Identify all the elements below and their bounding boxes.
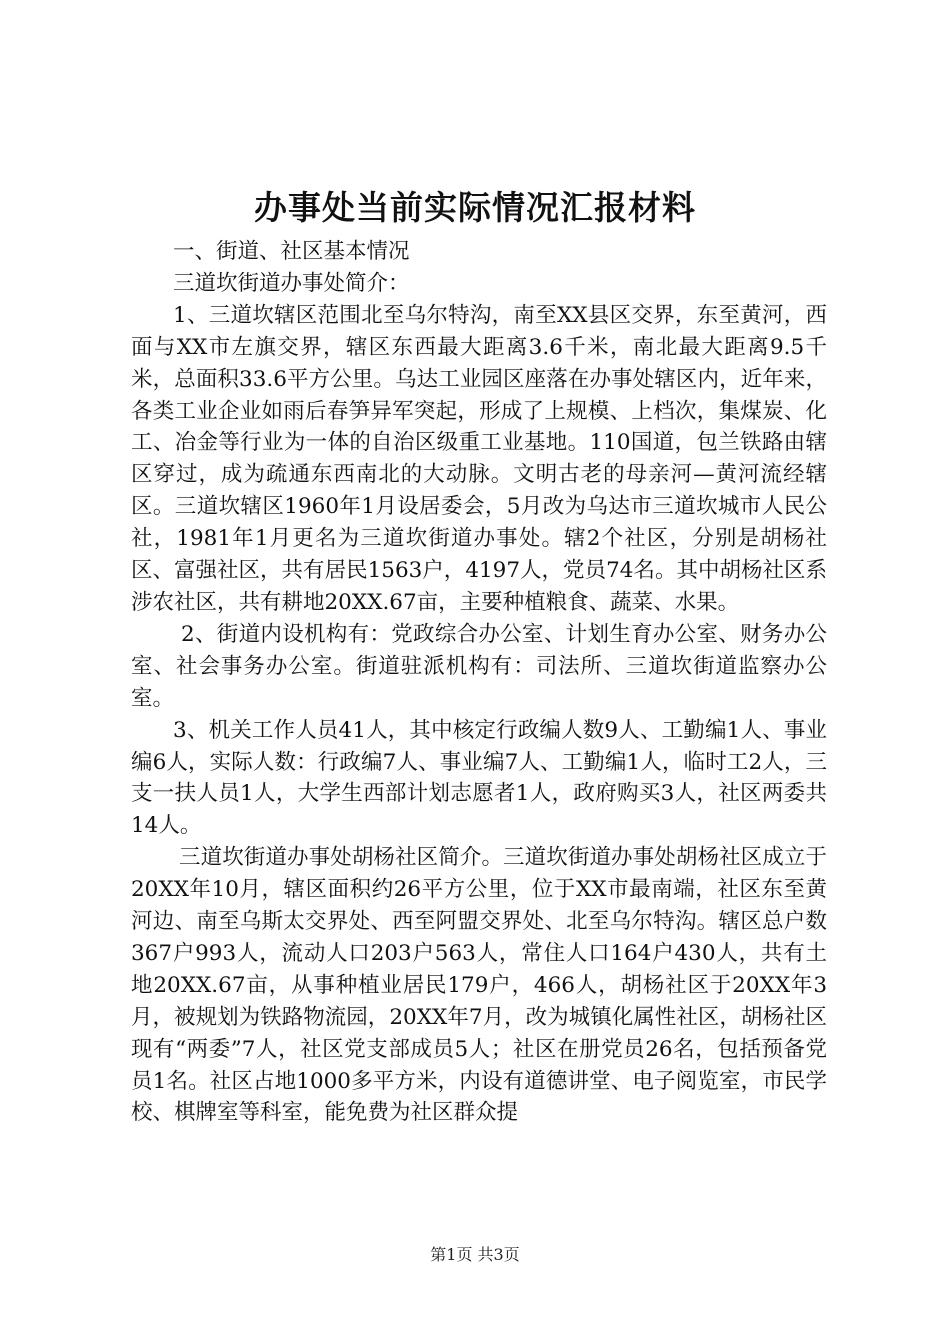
page-number-footer: 第1页 共3页 <box>430 1245 520 1264</box>
paragraph-jurisdiction: 1、三道坎辖区范围北至乌尔特沟，南至XX县区交界，东至黄河，西面与XX市左旗交界，辖区东西最大距离3.6千米，南北最大距离9.5千米，总面积33.6平方公里。乌达工业园区座落在办事处辖区内，近年来，各类工业企业如雨后春笋异军突起，形成了上规模、上档次，集煤炭、化工、冶金等行业为一体的自治区级重工业基地。110国道，包兰铁路由辖区穿过，成为疏通东西南北的大动脉。文明古老的母亲河—黄河流经辖区。三道坎辖区1960年1月设居委会，5月改为乌达市三道坎城市人民公社，1981年1月更名为三道坎街道办事处。辖2个社区，分别是胡杨社区、富强社区，共有居民1563户，4197人，党员74名。其中胡杨社区系涉农社区，共有耕地20XX.67亩，主要种植粮食、蔬菜、水果。 <box>131 302 827 615</box>
paragraph-staff: 3、机关工作人员41人，其中核定行政编人数9人、工勤编1人、事业编6人，实际人数：行政编7人、事业编7人、工勤编1人，临时工2人，三支一扶人员1人，大学生西部计划志愿者1人，政府购买3人，社区两委共14人。 <box>131 717 827 839</box>
document-body <box>131 236 827 1129</box>
document-title: 办事处当前实际情况汇报材料 <box>254 188 696 227</box>
paragraph-huyang-community: 三道坎街道办事处胡杨社区简介。三道坎街道办事处胡杨社区成立于20XX年10月，辖区面积约26平方公里，位于XX市最南端，社区东至黄河边、南至乌斯太交界处、西至阿盟交界处、北至乌尔特沟。辖区总户数367户993人，流动人口203户563人，常住人口164户430人，共有土地20XX.67亩，从事种植业居民179户，466人，胡杨社区于20XX年3月，被规划为铁路物流园，20XX年7月，改为城镇化属性社区，胡杨社区现有“两委”7人，社区党支部成员5人；社区在册党员26名，包括预备党员1名。社区占地1000多平方米，内设有道德讲堂、电子阅览室，市民学校、棋牌室等科室，能免费为社区群众提 <box>131 845 827 1126</box>
subsection-heading: 三道坎街道办事处简介： <box>173 270 410 296</box>
paragraph-institutions: 2、街道内设机构有：党政综合办公室、计划生育办公室、财务办公室、社会事务办公室。街道驻派机构有：司法所、三道坎街道监察办公室。 <box>131 621 827 711</box>
section-heading: 一、街道、社区基本情况 <box>173 239 410 264</box>
